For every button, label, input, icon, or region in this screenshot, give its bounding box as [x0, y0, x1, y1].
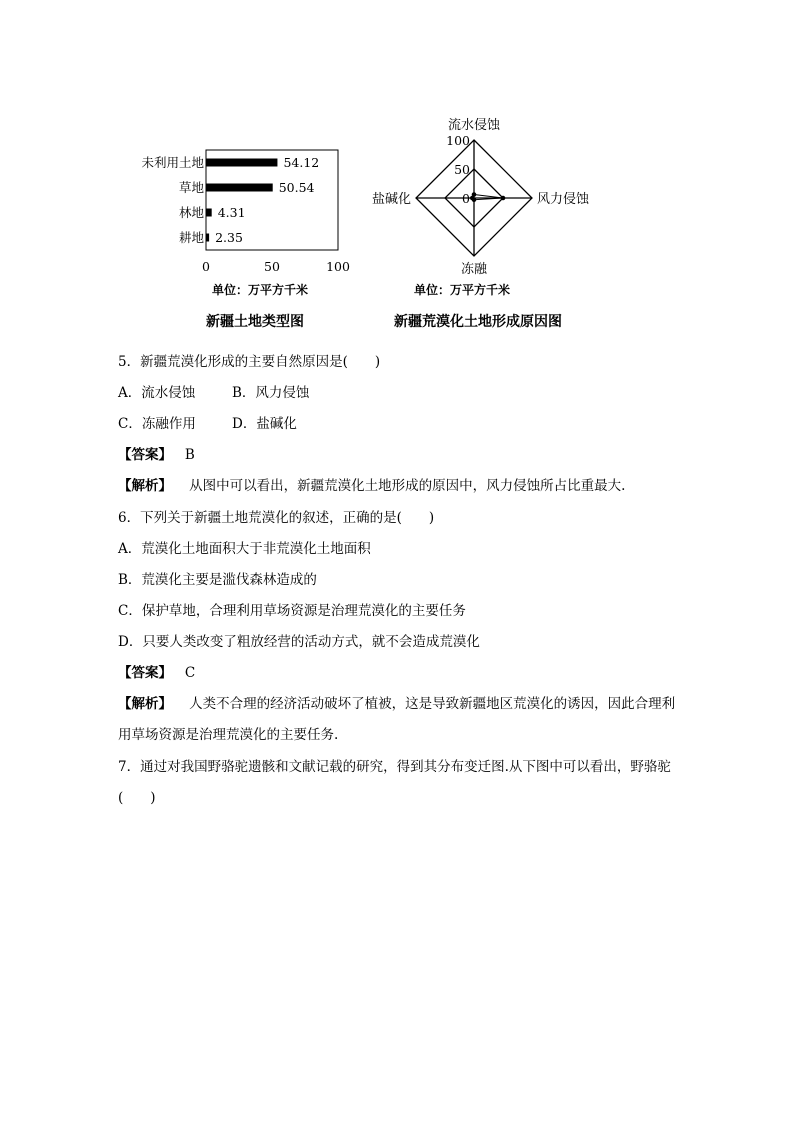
q5-answer-value: B	[184, 447, 195, 463]
x-tick-label: 0	[202, 259, 210, 274]
radar-axis-label: 冻融	[460, 262, 488, 277]
radar-axis-label: 流水侵蚀	[447, 118, 501, 133]
bar	[206, 234, 209, 242]
q6-answer-value: C	[184, 665, 196, 681]
q5-option-c: C．冻融作用	[118, 416, 196, 432]
q5-option-d: D．盐碱化	[232, 416, 297, 432]
radar-tick-label: 100	[446, 133, 470, 148]
q6-answer	[118, 664, 195, 682]
q6-analysis-text: 人类不合理的经济活动破坏了植被，这是导致新疆地区荒漠化的诱因，因此合理利用草场资源是治理荒漠化的主要任务.	[118, 696, 676, 743]
q6-option-b: B．荒漠化主要是滥伐森林造成的	[118, 572, 317, 588]
radar-point-3	[470, 196, 475, 201]
q7-stem: 7．通过对我国野骆驼遗骸和文献记载的研究，得到其分布变迁图.从下图中可以看出，野骆驼( )	[118, 759, 671, 806]
q5-stem: 5．新疆荒漠化形成的主要自然原因是( )	[118, 354, 381, 370]
radar-data-polygon	[472, 195, 503, 200]
q6-answer-tag: 【答案】	[118, 665, 172, 681]
radar-chart-title: 新疆荒漠化土地形成原因图	[394, 314, 562, 330]
land-type-bar-chart	[120, 140, 360, 280]
bar-chart-title: 新疆土地类型图	[206, 314, 304, 330]
bar-value-label: 50.54	[278, 180, 315, 195]
category-label: 草地	[178, 180, 204, 195]
bar-value-label: 2.35	[215, 230, 243, 245]
q6-option-d: D．只要人类改变了粗放经营的活动方式，就不会造成荒漠化	[118, 634, 480, 650]
radar-axis-label: 盐碱化	[371, 192, 411, 207]
q5-analysis	[118, 477, 625, 495]
bar-value-label: 54.12	[283, 155, 320, 170]
q6-analysis-tag: 【解析】	[118, 696, 172, 712]
radar-axis-label: 风力侵蚀	[537, 192, 590, 207]
bar-value-label: 4.31	[217, 205, 246, 220]
bar	[206, 184, 273, 192]
q5-option-b: B．风力侵蚀	[232, 385, 310, 401]
q6-option-a: A．荒漠化土地面积大于非荒漠化土地面积	[118, 541, 371, 557]
radar-chart-unit: 单位：万平方千米	[414, 283, 511, 297]
q5-answer-tag: 【答案】	[118, 447, 172, 463]
radar-point-1	[501, 196, 506, 201]
bar	[206, 159, 277, 167]
radar-tick-label: 50	[454, 162, 470, 177]
x-tick-label: 50	[264, 259, 280, 274]
category-label: 耕地	[178, 230, 204, 245]
bar	[206, 209, 212, 217]
category-label: 林地	[178, 205, 204, 220]
q5-option-a: A．流水侵蚀	[118, 385, 196, 401]
q5-analysis-tag: 【解析】	[118, 478, 172, 494]
radar-tick-label: 0	[462, 191, 470, 206]
q6-analysis	[118, 689, 678, 751]
q6-stem: 6．下列关于新疆土地荒漠化的叙述，正确的是( )	[118, 510, 435, 526]
q5-analysis-text: 从图中可以看出，新疆荒漠化土地形成的原因中，风力侵蚀所占比重最大.	[189, 478, 626, 494]
desertification-radar-chart	[360, 112, 600, 282]
q5-answer	[118, 446, 195, 464]
q6-option-c: C．保护草地，合理利用草场资源是治理荒漠化的主要任务	[118, 603, 466, 619]
bar-chart-unit: 单位：万平方千米	[212, 283, 309, 297]
x-tick-label: 100	[326, 259, 350, 274]
category-label: 未利用土地	[141, 155, 204, 170]
